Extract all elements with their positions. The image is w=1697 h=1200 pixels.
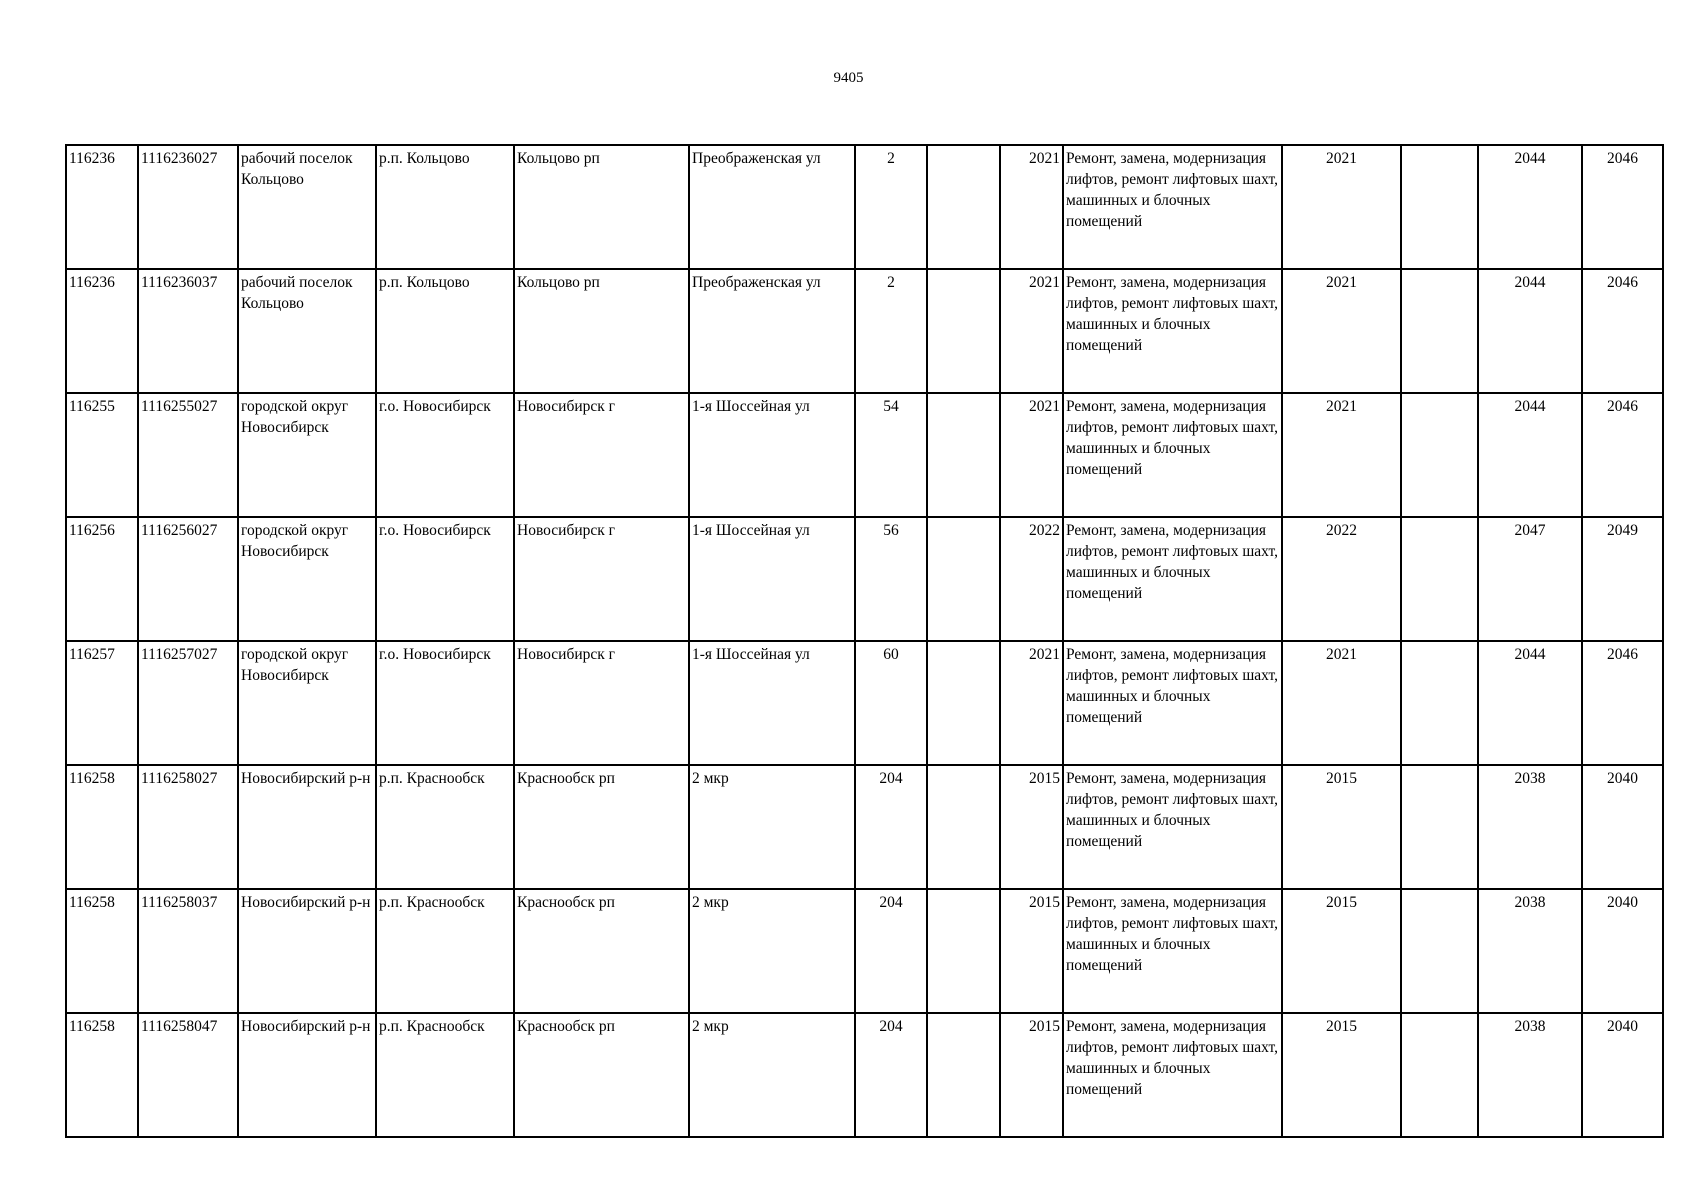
cell-building (927, 393, 1000, 517)
cell-municipality: городской округ Новосибирск (238, 517, 376, 641)
table-row (66, 765, 1663, 889)
table-row (66, 517, 1663, 641)
cell-id: 116258 (66, 765, 138, 889)
cell-locality: Краснообск рп (514, 889, 689, 1013)
cell-id: 116255 (66, 393, 138, 517)
cell-municipality: городской округ Новосибирск (238, 641, 376, 765)
cell-year-start: 2015 (1000, 1013, 1063, 1137)
cell-extra (1401, 889, 1478, 1013)
cell-extra (1401, 269, 1478, 393)
cell-year-next-1: 2044 (1478, 641, 1582, 765)
cell-street: Преображенская ул (689, 145, 855, 269)
cell-settlement: г.о. Новосибирск (376, 517, 514, 641)
table-row (66, 889, 1663, 1013)
cell-house: 2 (855, 145, 927, 269)
cell-building (927, 765, 1000, 889)
cell-year-plan: 2021 (1282, 145, 1401, 269)
cell-locality: Краснообск рп (514, 1013, 689, 1137)
cell-street: 2 мкр (689, 765, 855, 889)
cell-id: 116257 (66, 641, 138, 765)
cell-building (927, 145, 1000, 269)
cell-house: 204 (855, 765, 927, 889)
cell-year-plan: 2021 (1282, 641, 1401, 765)
cell-year-next-1: 2038 (1478, 765, 1582, 889)
cell-year-plan: 2021 (1282, 269, 1401, 393)
cell-settlement: р.п. Кольцово (376, 145, 514, 269)
cell-year-next-2: 2040 (1582, 889, 1663, 1013)
registry-table-body (66, 145, 1663, 1137)
cell-extra (1401, 145, 1478, 269)
cell-street: 1-я Шоссейная ул (689, 641, 855, 765)
cell-year-next-2: 2040 (1582, 1013, 1663, 1137)
cell-extra (1401, 517, 1478, 641)
cell-year-next-2: 2046 (1582, 641, 1663, 765)
cell-street: 1-я Шоссейная ул (689, 393, 855, 517)
cell-id: 116236 (66, 145, 138, 269)
cell-year-plan: 2022 (1282, 517, 1401, 641)
cell-work-type: Ремонт, замена, модернизация лифтов, ремонт лифтовых шахт, машинных и блочных помещений (1063, 393, 1282, 517)
cell-house: 2 (855, 269, 927, 393)
cell-street: Преображенская ул (689, 269, 855, 393)
cell-year-next-2: 2040 (1582, 765, 1663, 889)
cell-year-next-1: 2044 (1478, 269, 1582, 393)
cell-locality: Кольцово рп (514, 269, 689, 393)
table-row (66, 641, 1663, 765)
table-row (66, 1013, 1663, 1137)
cell-year-start: 2021 (1000, 393, 1063, 517)
cell-code: 1116258037 (138, 889, 238, 1013)
cell-id: 116256 (66, 517, 138, 641)
cell-code: 1116236027 (138, 145, 238, 269)
table-row (66, 269, 1663, 393)
cell-code: 1116257027 (138, 641, 238, 765)
cell-municipality: рабочий поселок Кольцово (238, 269, 376, 393)
cell-year-next-2: 2046 (1582, 393, 1663, 517)
cell-work-type: Ремонт, замена, модернизация лифтов, ремонт лифтовых шахт, машинных и блочных помещений (1063, 641, 1282, 765)
cell-locality: Новосибирск г (514, 517, 689, 641)
cell-building (927, 641, 1000, 765)
cell-work-type: Ремонт, замена, модернизация лифтов, ремонт лифтовых шахт, машинных и блочных помещений (1063, 145, 1282, 269)
cell-work-type: Ремонт, замена, модернизация лифтов, ремонт лифтовых шахт, машинных и блочных помещений (1063, 889, 1282, 1013)
cell-settlement: г.о. Новосибирск (376, 393, 514, 517)
cell-year-plan: 2015 (1282, 1013, 1401, 1137)
cell-extra (1401, 765, 1478, 889)
cell-year-start: 2022 (1000, 517, 1063, 641)
cell-extra (1401, 641, 1478, 765)
cell-street: 2 мкр (689, 889, 855, 1013)
cell-building (927, 889, 1000, 1013)
cell-house: 56 (855, 517, 927, 641)
cell-year-next-2: 2049 (1582, 517, 1663, 641)
cell-extra (1401, 393, 1478, 517)
cell-code: 1116255027 (138, 393, 238, 517)
cell-house: 60 (855, 641, 927, 765)
cell-work-type: Ремонт, замена, модернизация лифтов, ремонт лифтовых шахт, машинных и блочных помещений (1063, 517, 1282, 641)
cell-year-plan: 2015 (1282, 889, 1401, 1013)
cell-house: 204 (855, 889, 927, 1013)
cell-settlement: р.п. Краснообск (376, 889, 514, 1013)
cell-settlement: г.о. Новосибирск (376, 641, 514, 765)
cell-year-next-2: 2046 (1582, 145, 1663, 269)
cell-year-start: 2021 (1000, 145, 1063, 269)
cell-year-next-1: 2044 (1478, 145, 1582, 269)
cell-year-start: 2015 (1000, 889, 1063, 1013)
table-row (66, 145, 1663, 269)
cell-code: 1116258047 (138, 1013, 238, 1137)
cell-street: 1-я Шоссейная ул (689, 517, 855, 641)
cell-work-type: Ремонт, замена, модернизация лифтов, ремонт лифтовых шахт, машинных и блочных помещений (1063, 765, 1282, 889)
cell-code: 1116258027 (138, 765, 238, 889)
cell-year-plan: 2021 (1282, 393, 1401, 517)
cell-municipality: городской округ Новосибирск (238, 393, 376, 517)
cell-locality: Новосибирск г (514, 641, 689, 765)
cell-year-start: 2015 (1000, 765, 1063, 889)
cell-building (927, 1013, 1000, 1137)
cell-extra (1401, 1013, 1478, 1137)
cell-year-next-1: 2038 (1478, 889, 1582, 1013)
cell-locality: Новосибирск г (514, 393, 689, 517)
cell-code: 1116256027 (138, 517, 238, 641)
cell-building (927, 269, 1000, 393)
cell-work-type: Ремонт, замена, модернизация лифтов, ремонт лифтовых шахт, машинных и блочных помещений (1063, 1013, 1282, 1137)
cell-year-next-1: 2044 (1478, 393, 1582, 517)
cell-house: 54 (855, 393, 927, 517)
table-row (66, 393, 1663, 517)
cell-work-type: Ремонт, замена, модернизация лифтов, ремонт лифтовых шахт, машинных и блочных помещений (1063, 269, 1282, 393)
cell-house: 204 (855, 1013, 927, 1137)
cell-year-plan: 2015 (1282, 765, 1401, 889)
registry-table (65, 144, 1664, 1138)
cell-settlement: р.п. Краснообск (376, 1013, 514, 1137)
page-number: 9405 (833, 70, 864, 86)
cell-year-next-1: 2047 (1478, 517, 1582, 641)
cell-settlement: р.п. Кольцово (376, 269, 514, 393)
cell-id: 116236 (66, 269, 138, 393)
cell-code: 1116236037 (138, 269, 238, 393)
cell-municipality: Новосибирский р-н (238, 1013, 376, 1137)
cell-year-next-1: 2038 (1478, 1013, 1582, 1137)
cell-building (927, 517, 1000, 641)
cell-year-start: 2021 (1000, 641, 1063, 765)
cell-locality: Краснообск рп (514, 765, 689, 889)
cell-locality: Кольцово рп (514, 145, 689, 269)
cell-id: 116258 (66, 1013, 138, 1137)
cell-year-start: 2021 (1000, 269, 1063, 393)
cell-municipality: Новосибирский р-н (238, 765, 376, 889)
cell-street: 2 мкр (689, 1013, 855, 1137)
cell-settlement: р.п. Краснообск (376, 765, 514, 889)
cell-id: 116258 (66, 889, 138, 1013)
cell-municipality: Новосибирский р-н (238, 889, 376, 1013)
cell-year-next-2: 2046 (1582, 269, 1663, 393)
cell-municipality: рабочий поселок Кольцово (238, 145, 376, 269)
